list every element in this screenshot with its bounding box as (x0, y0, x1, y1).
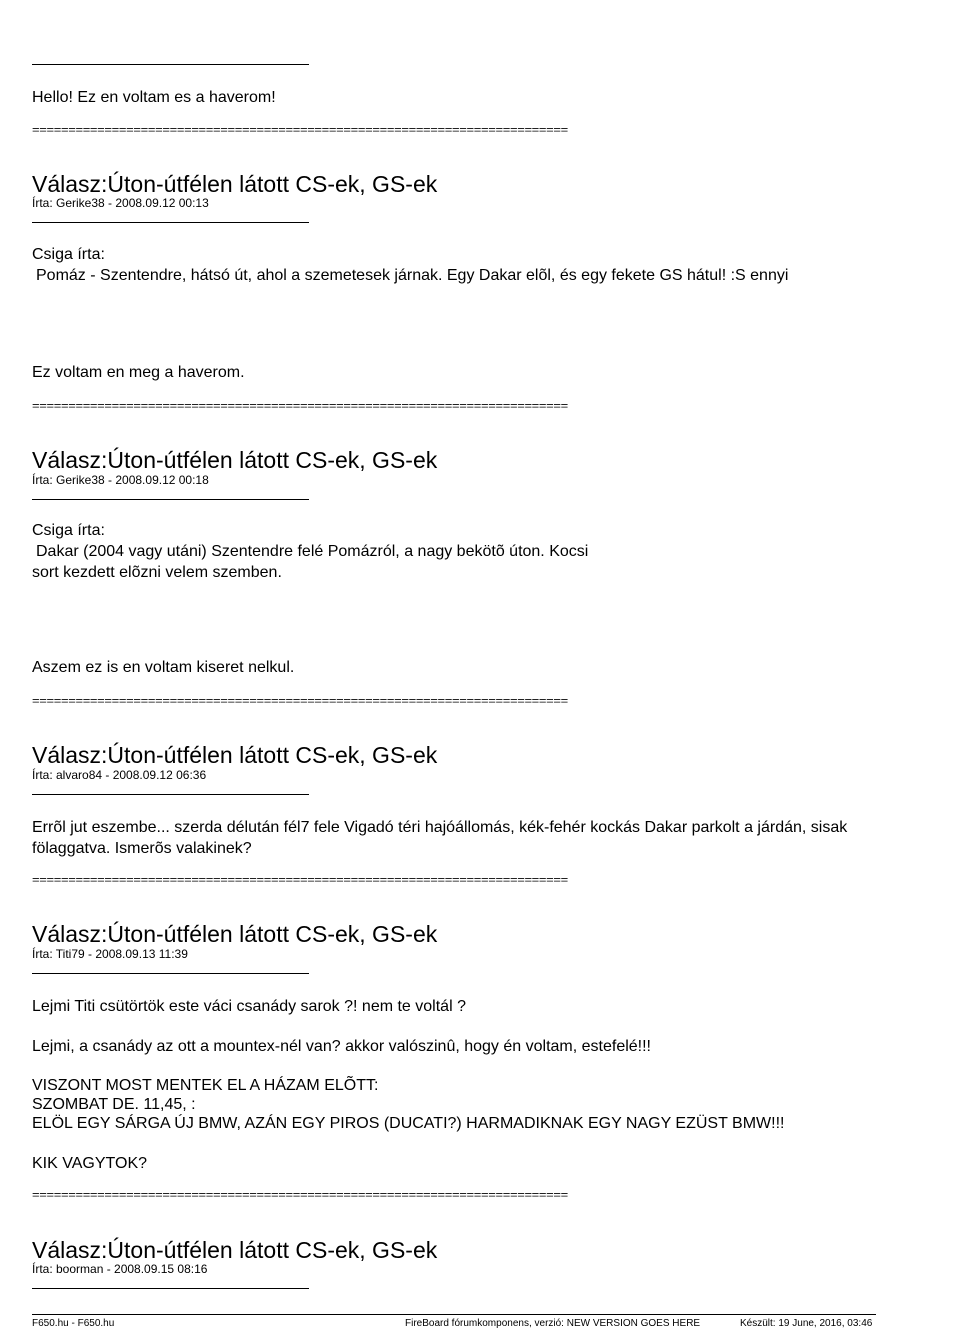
post-text: Lejmi, a csanády az ott a mountex-nél van? akkor valószinû, hogy én voltam, estefelé!!! (32, 1038, 651, 1055)
separator: ========================================================================== (32, 1188, 568, 1201)
post-meta: Írta: Gerike38 - 2008.09.12 00:18 (32, 473, 209, 487)
post-meta: Írta: boorman - 2008.09.15 08:16 (32, 1262, 208, 1276)
quote-label: Csiga írta: (32, 522, 105, 539)
post-meta: Írta: Gerike38 - 2008.09.12 00:13 (32, 196, 209, 210)
post-meta: Írta: alvaro84 - 2008.09.12 06:36 (32, 768, 207, 782)
quote-text: sort kezdett elõzni velem szemben. (32, 564, 282, 581)
divider (32, 64, 309, 65)
divider (32, 794, 309, 795)
separator: ========================================================================== (32, 694, 568, 707)
post-title: Válasz:Úton-útfélen látott CS-ek, GS-ek (32, 171, 438, 197)
quote-text: Dakar (2004 vagy utáni) Szentendre felé Pomázról, a nagy bekötõ úton. Kocsi (36, 543, 589, 560)
post-text: Errõl jut eszembe... szerda délután fél7 fele Vigadó téri hajóállomás, kék-fehér kockás Dakar parkolt a járdán, sisak (32, 819, 848, 836)
post-text: Ez voltam en meg a haverom. (32, 364, 245, 381)
post-title: Válasz:Úton-útfélen látott CS-ek, GS-ek (32, 447, 438, 473)
separator: ========================================================================== (32, 123, 568, 136)
post-text: ELÖL EGY SÁRGA ÚJ BMW, AZÁN EGY PIROS (DUCATI?) HARMADIKNAK EGY NAGY EZÜST BMW!!! (32, 1115, 785, 1132)
footer-component: FireBoard fórumkomponens, verzió: NEW VERSION GOES HERE (405, 1318, 701, 1329)
footer-divider (32, 1314, 876, 1315)
quote-text: Pomáz - Szentendre, hátsó út, ahol a szemetesek járnak. Egy Dakar elõl, és egy fekete GS hátul! :S ennyi (36, 267, 789, 284)
quote-label: Csiga írta: (32, 246, 105, 263)
post-meta: Írta: Titi79 - 2008.09.13 11:39 (32, 947, 188, 961)
post-text: SZOMBAT DE. 11,45, : (32, 1096, 196, 1113)
post-title: Válasz:Úton-útfélen látott CS-ek, GS-ek (32, 742, 438, 768)
post-text: KIK VAGYTOK? (32, 1155, 148, 1172)
post-title: Válasz:Úton-útfélen látott CS-ek, GS-ek (32, 921, 438, 947)
post-text: Hello! Ez en voltam es a haverom! (32, 89, 276, 106)
divider (32, 1288, 309, 1289)
post-text: Aszem ez is en voltam kiseret nelkul. (32, 659, 295, 676)
divider (32, 973, 309, 974)
footer-site: F650.hu - F650.hu (32, 1318, 115, 1329)
footer-timestamp: Készült: 19 June, 2016, 03:46 (740, 1318, 873, 1329)
separator: ========================================================================== (32, 873, 568, 886)
post-text: Lejmi Titi csütörtök este váci csanády sarok ?! nem te voltál ? (32, 998, 466, 1015)
post-text: VISZONT MOST MENTEK EL A HÁZAM ELÕTT: (32, 1077, 379, 1094)
separator: ========================================================================== (32, 399, 568, 412)
post-text: fölaggatva. Ismerõs valakinek? (32, 840, 252, 857)
divider (32, 499, 309, 500)
post-title: Válasz:Úton-útfélen látott CS-ek, GS-ek (32, 1237, 438, 1263)
divider (32, 222, 309, 223)
